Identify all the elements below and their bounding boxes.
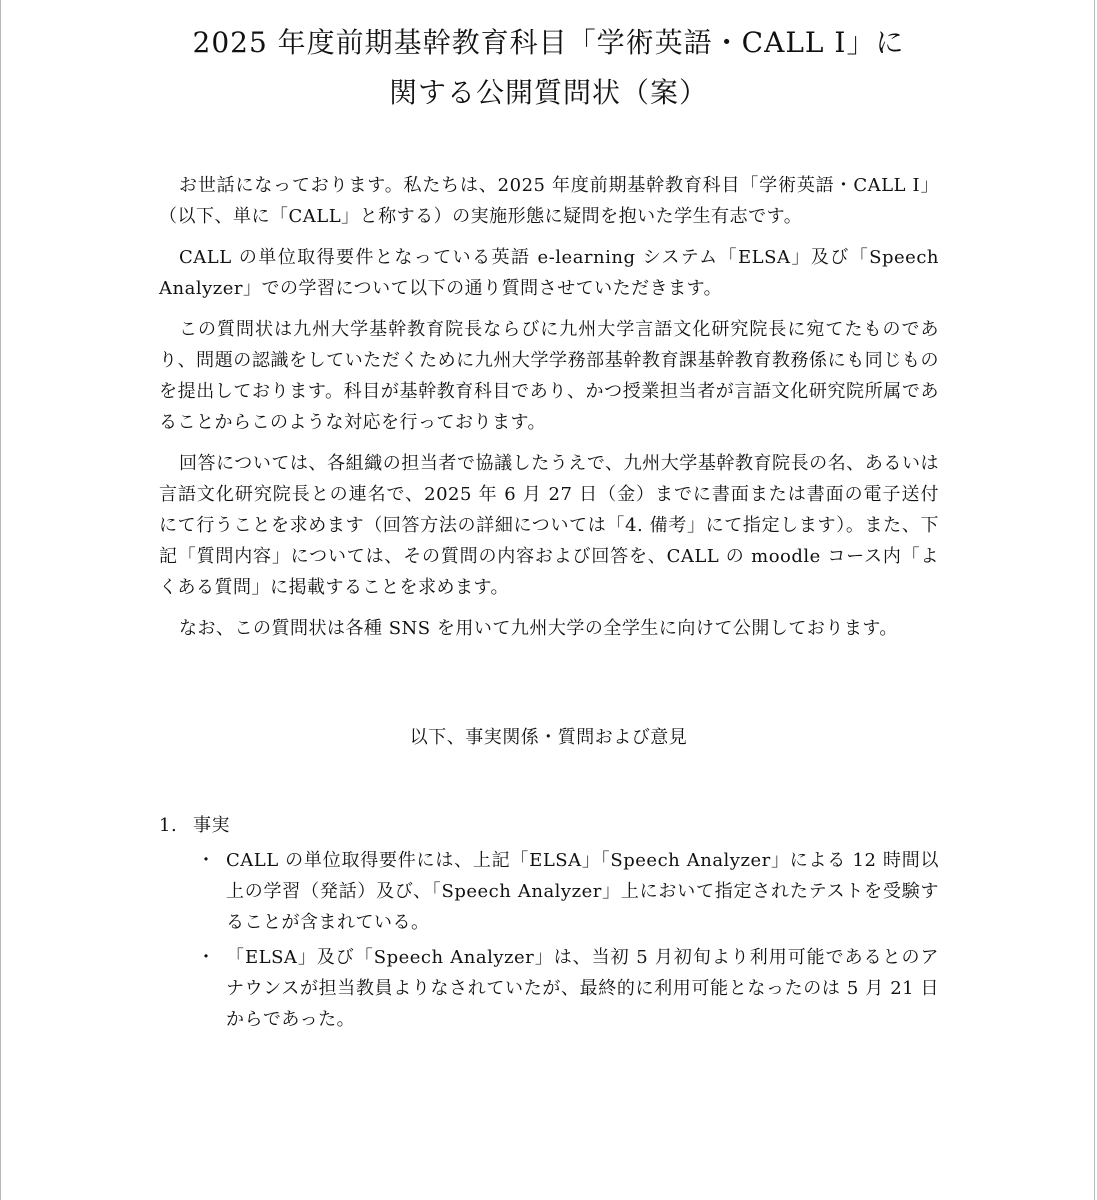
list-item bbox=[159, 942, 939, 1035]
intro-paragraph: 回答については、各組織の担当者で協議したうえで、九州大学基幹教育院長の名、あるいは言語文化研究院長との連名で、2025 年 6 月 27 日（金）までに書面または書面の電子送付にて行うことを求めます（回答方法の詳細については「4. 備考」にて指定します）。また、下記「質問内容」については、その質問の内容および回答を、CALL の moodle コース内「よくある質問」に掲載することを求めます。 bbox=[159, 453, 939, 598]
facts-heading bbox=[159, 810, 939, 841]
list-item-text: 「ELSA」及び「Speech Analyzer」は、当初 5 月初旬より利用可能であるとのアナウンスが担当教員よりなされていたが、最終的に利用可能となったのは 5 月 21 日からであった。 bbox=[226, 947, 939, 1030]
list-item bbox=[159, 845, 939, 938]
intro-paragraph: この質問状は九州大学基幹教育院長ならびに九州大学言語文化研究院長に宛てたものであり、問題の認識をしていただくために九州大学学務部基幹教育課基幹教育教務係にも同じものを提出しております。科目が基幹教育科目であり、かつ授業担当者が言語文化研究院所属であることからこのような対応を行っております。 bbox=[159, 319, 939, 433]
intro-paragraph: なお、この質問状は各種 SNS を用いて九州大学の全学生に向けて公開しております。 bbox=[179, 618, 898, 639]
bullet-icon: ・ bbox=[197, 850, 216, 871]
facts-title: 事実 bbox=[193, 815, 230, 836]
section-heading: 以下、事実関係・質問および意見 bbox=[409, 727, 688, 748]
bullet-icon: ・ bbox=[197, 947, 216, 968]
intro-paragraph: CALL の単位取得要件となっている英語 e-learning システム「ELSA」及び「Speech Analyzer」での学習について以下の通り質問させていただきます。 bbox=[159, 247, 939, 299]
facts-number: 1. bbox=[159, 815, 178, 836]
facts-section bbox=[159, 810, 939, 1039]
intro-body bbox=[159, 170, 939, 654]
document-title bbox=[1, 18, 1096, 118]
list-item-text: CALL の単位取得要件には、上記「ELSA」「Speech Analyzer」による 12 時間以上の学習（発話）及び、「Speech Analyzer」上において指定されたテストを受験することが含まれている。 bbox=[226, 850, 939, 933]
intro-paragraph: お世話になっております。私たちは、2025 年度前期基幹教育科目「学術英語・CALL Ⅰ」（以下、単に「CALL」と称する）の実施形態に疑問を抱いた学生有志です。 bbox=[159, 175, 939, 227]
facts-list bbox=[159, 845, 939, 1035]
title-line-1: 2025 年度前期基幹教育科目「学術英語・CALL Ⅰ」に bbox=[192, 26, 905, 59]
title-line-2: 関する公開質問状（案） bbox=[388, 76, 708, 109]
